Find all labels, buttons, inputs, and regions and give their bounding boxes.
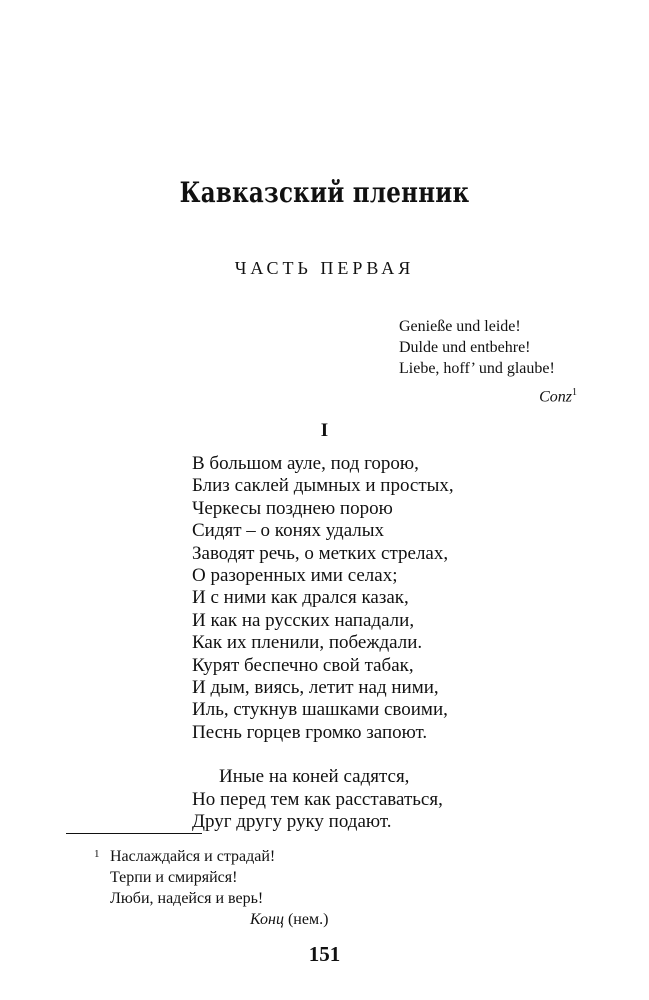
footnote [94,846,329,930]
poem-line: О разоренных ими селах; [192,565,398,587]
poem-line: И дым, виясь, летит над ними, [192,677,439,699]
poem-line: В большом ауле, под горою, [192,453,419,474]
footnote-line: Люби, надейся и верь! [110,890,264,907]
epigraph [399,316,577,406]
poem-line: Иные на коней садятся, [219,766,410,788]
epigraph-line: Dulde und entbehre! [399,339,531,356]
poem-title: Кавказский пленник [179,176,470,209]
poem-line: Как их пленили, побеждали. [192,632,423,654]
poem-line: И как на русских нападали, [192,609,415,631]
epigraph-author-name: Conz [539,388,572,406]
section-number: I [320,420,329,441]
part-heading: ЧАСТЬ ПЕРВАЯ [234,258,415,278]
epigraph-line: Liebe, hoff’ und glaube! [399,360,555,377]
poem-line: Близ саклей дымных и простых, [192,475,454,497]
poem-line: Иль, стукнув шашками своими, [192,699,448,721]
poem-line: Но перед тем как расставаться, [192,788,443,810]
footnote-line: Наслаждайся и страдай! [110,848,276,865]
poem-line: Сидят – о конях удалых [192,520,385,542]
footnote-source [110,909,328,930]
poem-line: Заводят речь, о метких стрелах, [192,542,449,564]
poem-line: Черкесы позднею порою [192,497,393,519]
poem-text [192,453,454,834]
stanza-break [192,744,454,766]
footnote-divider [66,833,202,834]
footnote-reference: 1 [572,387,577,398]
poem-line: И с ними как дрался казак, [192,587,409,609]
footnote-source-note: (нем.) [287,911,329,928]
footnote-line: Терпи и смиряйся! [110,869,238,886]
epigraph-line: Genieße und leide! [399,318,521,335]
footnote-source-name: Конц [250,911,284,928]
epigraph-author [399,382,577,407]
poem-line: Курят беспечно свой табак, [192,654,414,676]
poem-line: Друг другу руку подают. [192,811,392,833]
page-number: 151 [308,942,341,966]
poem-line: Песнь горцев громко запоют. [192,721,428,743]
footnote-mark: 1 [94,848,100,860]
